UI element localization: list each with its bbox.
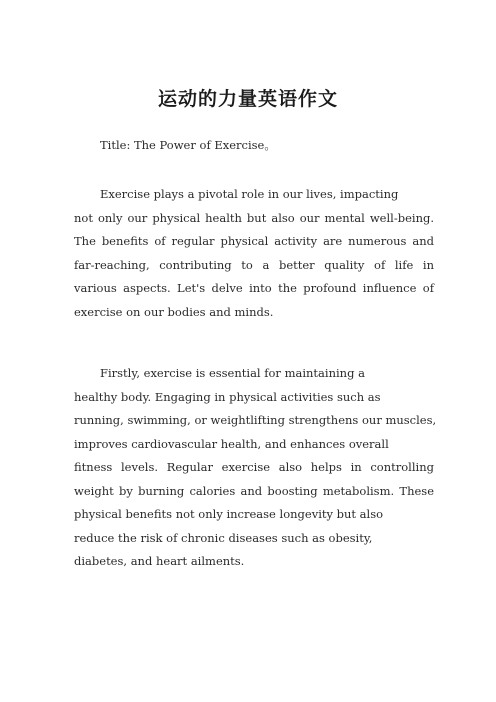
document-title: 运动的力量英语作文 <box>157 88 338 110</box>
text-line: The benefits of regular physical activity are numerous and <box>74 234 434 248</box>
text-line: reduce the risk of chronic diseases such as obesity, <box>74 530 373 545</box>
text-line: exercise on our bodies and minds. <box>74 304 274 319</box>
paragraph-intro <box>74 183 434 324</box>
text-line: diabetes, and heart ailments. <box>74 554 245 568</box>
text-line: healthy body. Engaging in physical activities such as <box>74 389 381 404</box>
text-line: weight by burning calories and boosting metabolism. These <box>74 483 434 498</box>
text-line: improves cardiovascular health, and enhances overall <box>74 436 389 451</box>
text-line: physical benefits not only increase longevity but also <box>74 507 384 521</box>
text-line: far-reaching, contributing to a better quality of life in <box>74 257 434 272</box>
text-line: Firstly, exercise is essential for maintaining a <box>100 366 365 380</box>
essay-title-line <box>74 134 434 158</box>
text-line: not only our physical health but also our mental well-being. <box>74 210 434 225</box>
text-line: Exercise plays a pivotal role in our lives, impacting <box>100 187 399 201</box>
text-line: fitness levels. Regular exercise also helps in controlling <box>74 460 434 474</box>
text-line: Title: The Power of Exercise。 <box>100 138 276 152</box>
paragraph-firstly <box>74 362 437 574</box>
text-line: various aspects. Let's delve into the profound influence of <box>74 281 434 295</box>
text-line: running, swimming, or weightlifting strengthens our muscles, <box>74 413 437 427</box>
